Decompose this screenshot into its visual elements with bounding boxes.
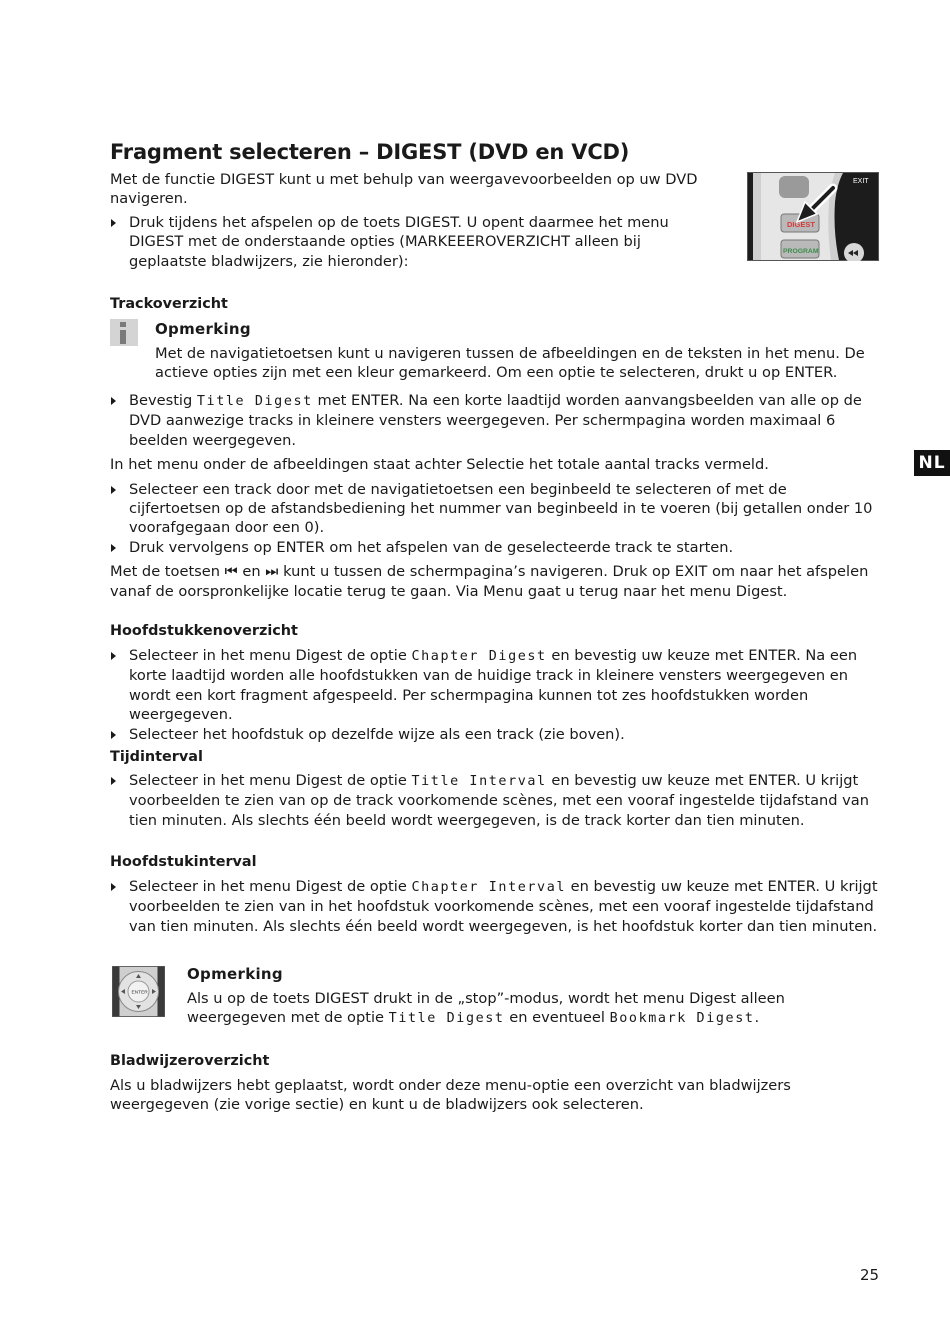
list-item-text: Selecteer een track door met de navigatietoetsen een beginbeeld te selecteren of met de cijfertoetsen op de afstandsbediening het nummer van beginbeeld in te voeren (bij getallen onder 10 voorafgegaan door een 0). bbox=[129, 480, 873, 537]
heading-trackoverzicht: Trackoverzicht bbox=[110, 296, 228, 312]
list-item bbox=[110, 391, 882, 450]
remote-program-label: PROGRAM bbox=[783, 248, 819, 255]
enter-key-label: ENTER bbox=[131, 990, 148, 996]
bullet-arrow-icon bbox=[111, 652, 116, 660]
bullet-arrow-icon bbox=[111, 397, 116, 405]
bullet-arrow-icon bbox=[111, 777, 116, 785]
list-item-text: Druk tijdens het afspelen op de toets DIGEST. U opent daarmee het menu DIGEST met de onderstaande opties (MARKEEEROVERZICHT alleen bij geplaatste bladwijzers, zie hieronder): bbox=[129, 213, 669, 270]
list-item bbox=[110, 480, 882, 538]
heading-bladwijzeroverzicht: Bladwijzeroverzicht bbox=[110, 1053, 270, 1069]
paragraph: Als u bladwijzers hebt geplaatst, wordt onder deze menu-optie een overzicht van bladwijzers weergegeven (zie vorige sectie) en kunt u de bladwijzers ook selecteren. bbox=[110, 1077, 791, 1114]
menu-option-code: Title Digest bbox=[196, 394, 313, 409]
page-number: 25 bbox=[860, 1266, 880, 1284]
paragraph: In het menu onder de afbeeldingen staat achter Selectie het totale aantal tracks vermeld. bbox=[110, 456, 769, 474]
bullet-arrow-icon bbox=[111, 219, 116, 227]
note-text: Met de navigatietoetsen kunt u navigeren tussen de afbeeldingen en de teksten in het menu. De actieve opties zijn met een kleur gemarkeerd. Om een optie te selecteren, drukt u op ENTER. bbox=[155, 345, 865, 382]
intro-text: Met de functie DIGEST kunt u met behulp van weergavevoorbeelden op uw DVD navigeren. bbox=[110, 171, 698, 208]
list-item bbox=[110, 725, 882, 744]
bullet-arrow-icon bbox=[111, 731, 116, 739]
remote-digest-label: DIGEST bbox=[787, 220, 815, 229]
info-icon bbox=[110, 319, 138, 346]
list-item bbox=[110, 538, 882, 557]
language-tab: NL bbox=[914, 450, 950, 476]
next-chapter-icon: ⏭ bbox=[265, 563, 279, 581]
list-item-text: Bevestig bbox=[129, 392, 197, 409]
bullet-arrow-icon bbox=[111, 883, 116, 891]
previous-chapter-icon: ⏮ bbox=[224, 563, 238, 581]
heading-hoofdstukkenoverzicht: Hoofdstukkenoverzicht bbox=[110, 623, 298, 639]
list-item: Selecteer in het menu Digest de optie Chapter Digest en bevestig uw keuze met ENTER. Na een korte laadtijd worden alle hoofdstukken van de huidige track in kleinere vensters weergegeven en wordt een kort fragment afgespeeld. Per schermpagina kunnen tot zes hoofdstukken worden weergegeven. bbox=[110, 646, 882, 725]
list-item: Selecteer in het menu Digest de optie Chapter Interval en bevestig uw keuze met ENTER. U krijgt voorbeelden te zien van in het hoofdstuk voorkomende scènes, met een vooraf ingestelde tijdafstand van tien minuten. Als slechts één beeld wordt weergegeven, is het hoofdstuk korter dan tien minuten. bbox=[110, 877, 882, 936]
menu-option-code: Bookmark Digest bbox=[609, 1011, 755, 1027]
list-item bbox=[110, 213, 720, 271]
heading-tijdinterval: Tijdinterval bbox=[110, 749, 203, 765]
note-text: Als u op de toets DIGEST drukt in de „stop”-modus, wordt het menu Digest alleen weergegeven met de optie Title Digest en eventueel Bookmark Digest. bbox=[187, 990, 785, 1027]
menu-option-code: Chapter Interval bbox=[411, 880, 567, 895]
enter-navigation-pad-icon bbox=[112, 966, 165, 1017]
trackoverzicht-body bbox=[110, 391, 882, 601]
bullet-arrow-icon bbox=[111, 486, 116, 494]
page-title: Fragment selecteren – DIGEST (DVD en VCD) bbox=[110, 140, 630, 164]
tijdinterval-body bbox=[110, 771, 882, 830]
bullet-arrow-icon bbox=[111, 544, 116, 552]
menu-option-code: Title Interval bbox=[411, 774, 547, 789]
list-item-text: Druk vervolgens op ENTER om het afspelen van de geselecteerde track te starten. bbox=[129, 538, 734, 556]
heading-hoofdstukinterval: Hoofdstukinterval bbox=[110, 854, 257, 870]
hoofdstukkenoverzicht-body bbox=[110, 646, 882, 744]
remote-digest-illustration bbox=[747, 172, 879, 261]
hoofdstukinterval-body bbox=[110, 877, 882, 936]
menu-option-code: Title Digest bbox=[388, 1011, 505, 1027]
note-title: Opmerking bbox=[155, 320, 251, 338]
remote-exit-label: EXIT bbox=[853, 178, 869, 185]
paragraph: Met de toetsen ⏮ en ⏭ kunt u tussen de schermpagina’s navigeren. Druk op EXIT om naar het afspelen vanaf de oorspronkelijke locatie terug te gaan. Via Menu gaat u terug naar het menu Digest. bbox=[110, 563, 869, 600]
note-title: Opmerking bbox=[187, 965, 283, 983]
list-item: Selecteer in het menu Digest de optie Title Interval en bevestig uw keuze met ENTER. U krijgt voorbeelden te zien van op de track voorkomende scènes, met een vooraf ingestelde tijdafstand van tien minuten. Als slechts één beeld wordt weergegeven, is de track korter dan tien minuten. bbox=[110, 771, 882, 830]
list-item-text: met ENTER. Na een korte laadtijd worden aanvangsbeelden van alle op de DVD aanwezige tracks in kleinere vensters weergegeven. Per schermpagina worden maximaal 6 beelden weergegeven. bbox=[129, 392, 862, 449]
menu-option-code: Chapter Digest bbox=[411, 649, 547, 664]
list-item-text: Selecteer het hoofdstuk op dezelfde wijze als een track (zie boven). bbox=[129, 725, 625, 743]
intro-block bbox=[110, 170, 720, 271]
